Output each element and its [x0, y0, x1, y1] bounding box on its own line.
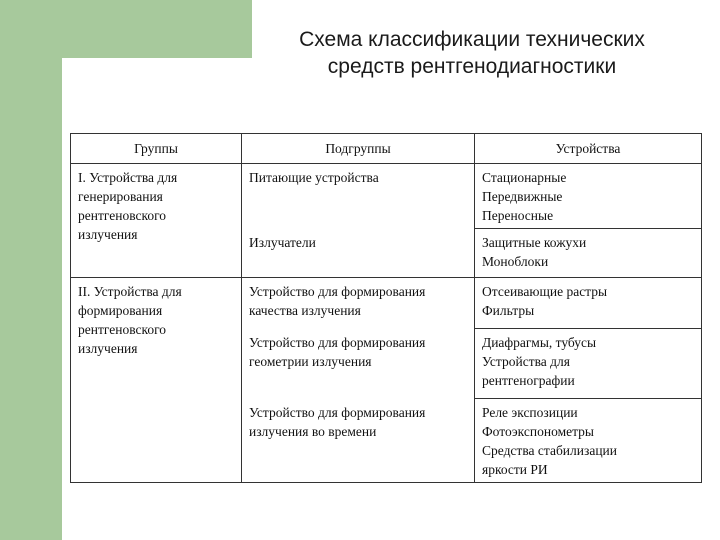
- device-line: Реле экспозиции: [482, 405, 578, 420]
- devices-cell: [475, 229, 702, 278]
- devices-cell: [475, 164, 702, 229]
- group2-line: рентгеновского: [78, 322, 167, 337]
- subgroup-line: излучения во времени: [249, 423, 377, 439]
- device-line: Устройства для: [482, 354, 570, 369]
- subgroup-cell: [242, 399, 475, 483]
- subgroup-line: Питающие устройства: [249, 170, 379, 185]
- group1-line: рентгеновского: [78, 208, 167, 223]
- group1-line: I. Устройства для: [78, 170, 178, 185]
- device-line: Защитные кожухи: [482, 235, 587, 250]
- group2-line: формирования: [78, 303, 163, 318]
- device-line: яркости РИ: [482, 462, 548, 477]
- device-line: Передвижные: [482, 189, 563, 204]
- subgroup-cell: [242, 278, 475, 329]
- group1-line: генерирования: [78, 189, 163, 204]
- devices-cell: [475, 399, 702, 483]
- classification-table: [70, 133, 702, 483]
- header-groups: Группы: [71, 134, 242, 164]
- device-line: рентгенографии: [482, 373, 575, 388]
- device-line: Отсеивающие растры: [482, 284, 608, 299]
- subgroup-cell: [242, 164, 475, 229]
- group2-line: излучения: [78, 341, 138, 356]
- header-devices: Устройства: [475, 134, 702, 164]
- subgroup-cell: [242, 229, 475, 278]
- header-row: [71, 134, 702, 164]
- header-subgroups: Подгруппы: [242, 134, 475, 164]
- device-line: Диафрагмы, тубусы: [482, 335, 597, 350]
- device-line: Средства стабилизации: [482, 443, 617, 458]
- device-line: Фильтры: [482, 303, 535, 318]
- slide-title: [252, 26, 692, 80]
- subgroup-line: Устройство для формирования: [249, 284, 426, 299]
- group-cell-1: [71, 164, 242, 278]
- device-line: Моноблоки: [482, 254, 549, 269]
- device-line: Стационарные: [482, 170, 567, 185]
- group2-line: II. Устройства для: [78, 284, 182, 299]
- subgroup-line: Излучатели: [249, 234, 316, 250]
- subgroup-line: геометрии излучения: [249, 353, 372, 369]
- group-cell-2: [71, 278, 242, 483]
- subgroup-line: Устройство для формирования: [249, 404, 426, 420]
- devices-cell: [475, 278, 702, 329]
- table-row: [71, 164, 702, 229]
- device-line: Фотоэкспонометры: [482, 424, 594, 439]
- device-line: Переносные: [482, 208, 554, 223]
- decorative-green-top: [0, 0, 252, 58]
- table-row: [71, 278, 702, 329]
- group1-line: излучения: [78, 227, 138, 242]
- devices-cell: [475, 329, 702, 399]
- subgroup-line: качества излучения: [249, 303, 361, 318]
- subgroup-cell: [242, 329, 475, 399]
- title-line-2: средств рентгенодиагностики: [327, 55, 617, 78]
- title-line-1: Схема классификации технических: [299, 28, 645, 51]
- decorative-green-bar: [0, 0, 62, 540]
- subgroup-line: Устройство для формирования: [249, 334, 426, 350]
